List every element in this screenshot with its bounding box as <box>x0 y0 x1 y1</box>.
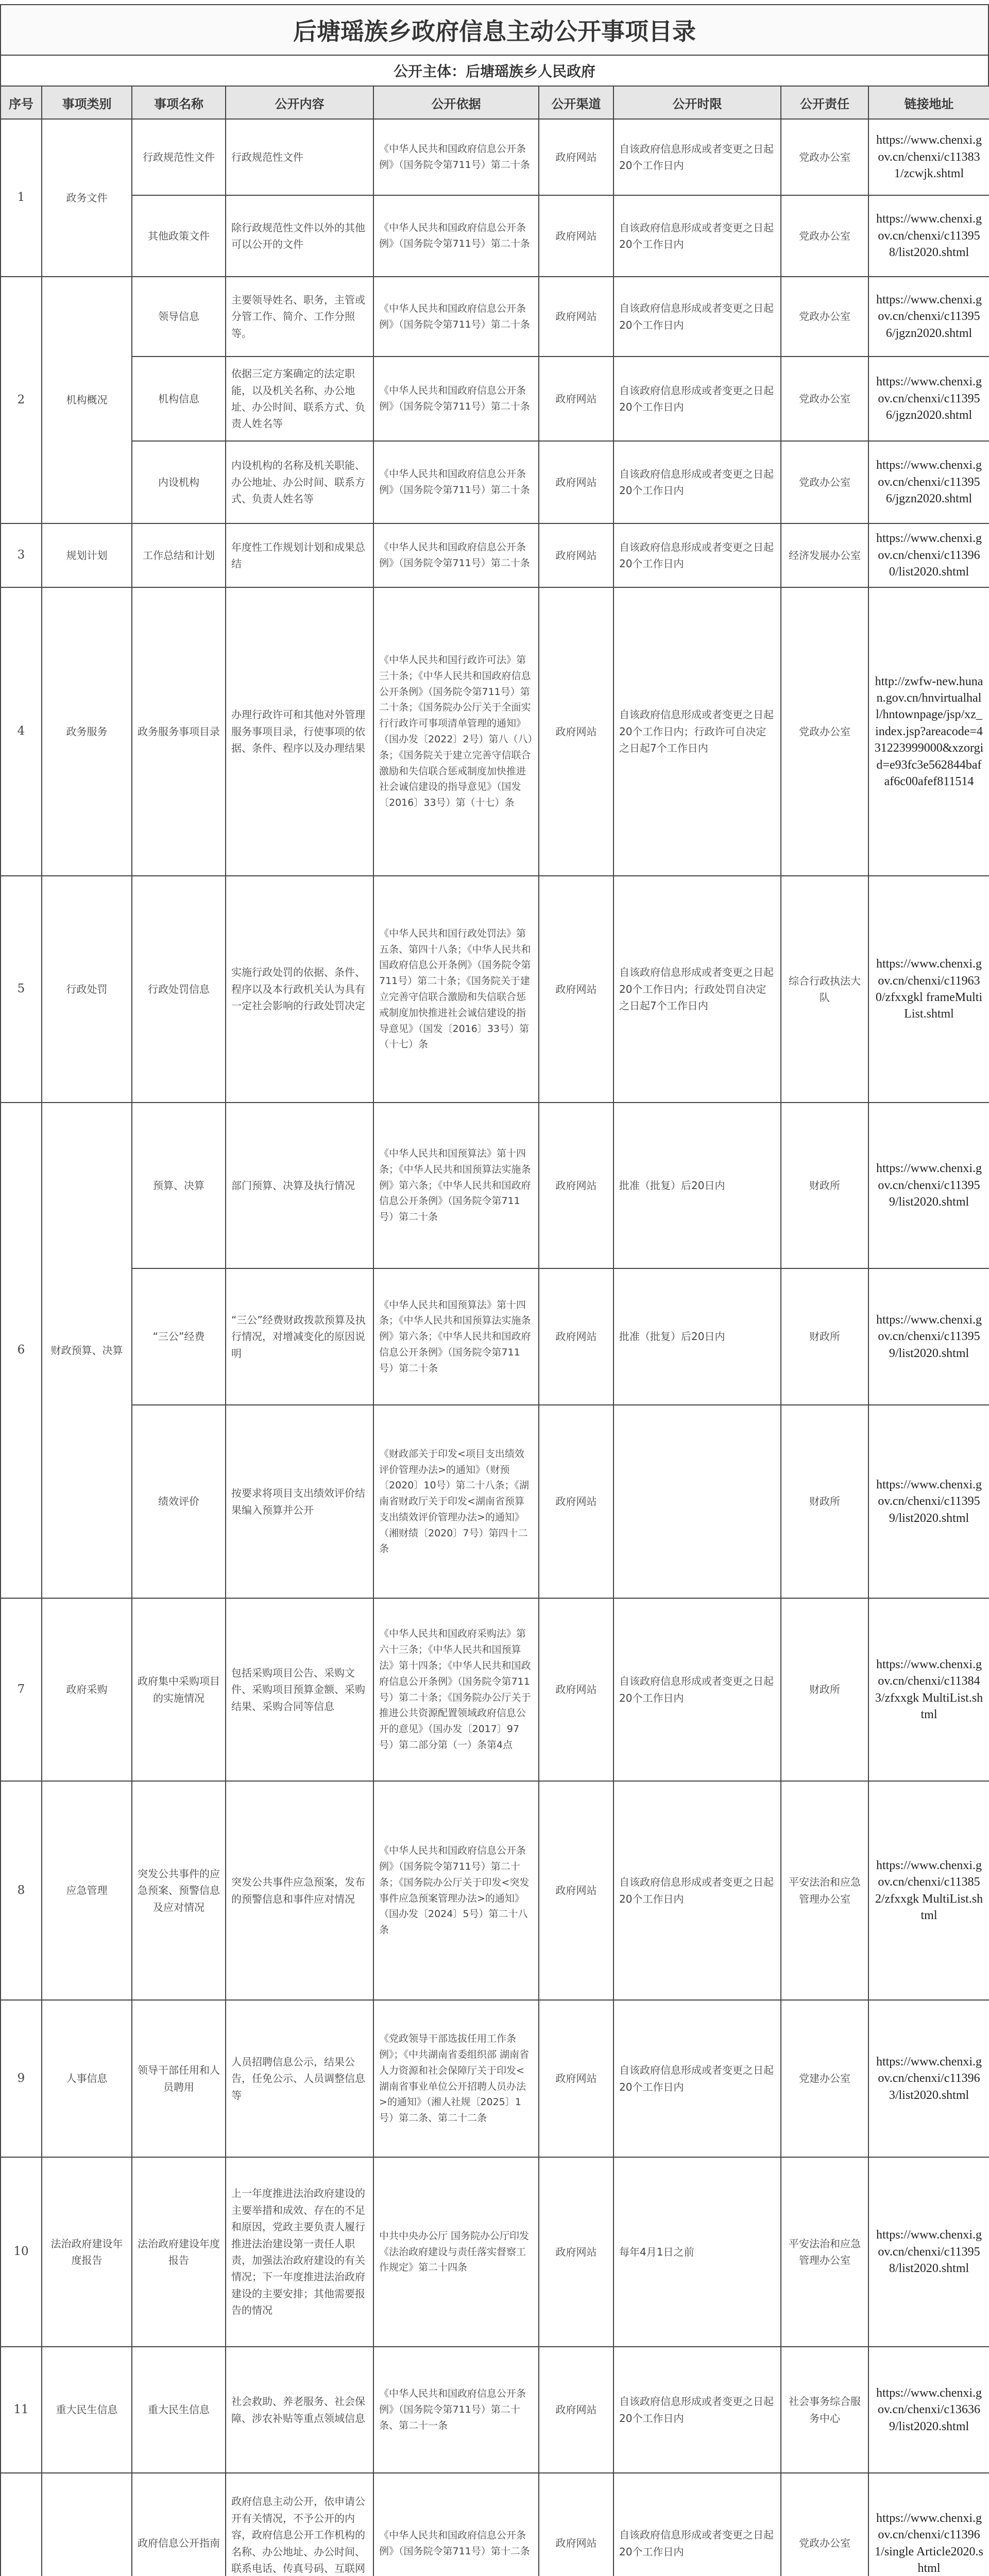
row-number <box>1 2473 42 2576</box>
item-basis: 《中华人民共和国政府信息公开条例》（国务院令第711号）第二十条、第二十一条 <box>373 2347 539 2473</box>
table-row <box>1 357 989 441</box>
item-responsibility: 经济发展办公室 <box>781 523 868 587</box>
item-category: 法治政府建设年度报告 <box>42 2157 132 2347</box>
item-channel: 政府网站 <box>539 119 613 195</box>
item-link[interactable]: https://www.chenxi.gov.cn/chenxi/c136369/list2020.shtml <box>868 2347 989 2473</box>
row-number: 8 <box>1 1781 42 2000</box>
item-name: 突发公共事件的应急预案、预警信息及应对情况 <box>132 1781 226 2000</box>
item-time-limit: 自该政府信息形成或者变更之日起20个工作日内 <box>613 195 781 277</box>
row-number: 1 <box>1 119 42 277</box>
item-name: 领导干部任用和人员聘用 <box>132 2000 226 2157</box>
header-basis: 公开依据 <box>373 86 539 119</box>
item-name: 行政处罚信息 <box>132 876 226 1103</box>
item-basis: 《中华人民共和国政府采购法》第六十三条；《中华人民共和国预算法》第十四条；《中华人民共和国政府信息公开条例》（国务院令第711号）第二十条；《国务院办公厅关于推进公共资源配置领域政府信息公开的意见》（国办发〔2017〕97号）第二部分第（一）条第4点 <box>373 1598 539 1781</box>
item-channel: 政府网站 <box>539 2347 613 2473</box>
row-number: 3 <box>1 523 42 587</box>
item-time-limit: 自该政府信息形成或者变更之日起20个工作日内 <box>613 441 781 523</box>
item-basis: 《中华人民共和国预算法》第十四条；《中华人民共和国预算法实施条例》第六条；《中华人民共和国政府信息公开条例》（国务院令第711号）第二十条 <box>373 1103 539 1268</box>
item-basis: 《中华人民共和国政府信息公开条例》（国务院令第711号）第二十条 <box>373 277 539 357</box>
item-content: 按要求将项目支出绩效评价结果编入预算并公开 <box>226 1405 373 1598</box>
item-link[interactable]: https://www.chenxi.gov.cn/chenxi/c119630/zfxxgkl frameMultiList.shtml <box>868 876 989 1103</box>
header-item-name: 事项名称 <box>132 86 226 119</box>
item-responsibility: 财政所 <box>781 1103 868 1268</box>
item-responsibility: 党政办公室 <box>781 119 868 195</box>
item-responsibility: 党政办公室 <box>781 2473 868 2576</box>
item-time-limit: 每年4月1日之前 <box>613 2157 781 2347</box>
item-responsibility: 平安法治和应急管理办公室 <box>781 1781 868 2000</box>
item-content: 上一年度推进法治政府建设的主要举措和成效、存在的不足和原因，党政主要负责人履行推进法治建设第一责任人职责，加强法治政府建设的有关情况；下一年度推进法治政府建设的主要安排；其他需要报告的情况 <box>226 2157 373 2347</box>
item-content: 部门预算、决算及执行情况 <box>226 1103 373 1268</box>
item-responsibility: 党政办公室 <box>781 357 868 441</box>
item-link[interactable]: https://www.chenxi.gov.cn/chenxi/c113960/list2020.shtml <box>868 523 989 587</box>
item-time-limit: 批准（批复）后20日内 <box>613 1103 781 1268</box>
item-name: 领导信息 <box>132 277 226 357</box>
item-basis: 《中华人民共和国政府信息公开条例》（国务院令第711号）第二十条 <box>373 357 539 441</box>
item-name: 内设机构 <box>132 441 226 523</box>
item-category: 财政预算、决算 <box>42 1103 132 1598</box>
item-responsibility: 党建办公室 <box>781 2000 868 2157</box>
item-link[interactable]: https://www.chenxi.gov.cn/chenxi/c113961/single Article2020.shtml <box>868 2473 989 2576</box>
item-content: 社会救助、养老服务、社会保障、涉农补贴等重点领域信息 <box>226 2347 373 2473</box>
item-link[interactable]: https://www.chenxi.gov.cn/chenxi/c113959/list2020.shtml <box>868 1405 989 1598</box>
item-category: 规划计划 <box>42 523 132 587</box>
item-category: 人事信息 <box>42 2000 132 2157</box>
item-category: 机构概况 <box>42 277 132 523</box>
item-responsibility: 财政所 <box>781 1405 868 1598</box>
item-responsibility: 财政所 <box>781 1598 868 1781</box>
item-link[interactable]: http://zwfw-new.hunan.gov.cn/hnvirtualhall/hntownpage/jsp/xz_index.jsp?areacode=431223999000&xzorgid=e93fc3e562844baf af6c00afef811514 <box>868 587 989 876</box>
item-name: 政府信息公开指南 <box>132 2473 226 2576</box>
item-content: 行政规范性文件 <box>226 119 373 195</box>
item-channel: 政府网站 <box>539 1781 613 2000</box>
table-row <box>1 1103 989 1268</box>
item-basis: 《中华人民共和国政府信息公开条例》（国务院令第711号）第二十条 <box>373 523 539 587</box>
catalog-table <box>0 86 989 2576</box>
item-channel: 政府网站 <box>539 1598 613 1781</box>
item-link[interactable]: https://www.chenxi.gov.cn/chenxi/c113959/list2020.shtml <box>868 1268 989 1405</box>
item-channel: 政府网站 <box>539 195 613 277</box>
item-name: 政府集中采购项目的实施情况 <box>132 1598 226 1781</box>
item-responsibility: 党政办公室 <box>781 195 868 277</box>
item-channel: 政府网站 <box>539 2000 613 2157</box>
item-name: 法治政府建设年度报告 <box>132 2157 226 2347</box>
item-responsibility: 社会事务综合服务中心 <box>781 2347 868 2473</box>
item-name: 其他政策文件 <box>132 195 226 277</box>
table-row <box>1 587 989 876</box>
item-channel: 政府网站 <box>539 1103 613 1268</box>
header-category: 事项类别 <box>42 86 132 119</box>
item-category: 重大民生信息 <box>42 2347 132 2473</box>
table-row <box>1 523 989 587</box>
item-time-limit: 自该政府信息形成或者变更之日起20个工作日内 <box>613 119 781 195</box>
item-content: 人员招聘信息公示，结果公告，任免公示、人员调整信息等 <box>226 2000 373 2157</box>
item-time-limit: 自该政府信息形成或者变更之日起20个工作日内 <box>613 1598 781 1781</box>
item-time-limit: 自该政府信息形成或者变更之日起20个工作日内；行政处罚自决定之日起7个工作日内 <box>613 876 781 1103</box>
item-basis: 《中华人民共和国政府信息公开条例》（国务院令第711号）第二十条 <box>373 119 539 195</box>
item-basis: 《党政领导干部选拔任用工作条例》；《中共湖南省委组织部 湖南省人力资源和社会保障厅关于印发<湖南省事业单位公开招聘人员办法>的通知》（湘人社规〔2025〕1号）第二条、第二十二条 <box>373 2000 539 2157</box>
table-row <box>1 119 989 195</box>
item-link[interactable]: https://www.chenxi.gov.cn/chenxi/c113831/zcwjk.shtml <box>868 119 989 195</box>
item-content: 除行政规范性文件以外的其他可以公开的文件 <box>226 195 373 277</box>
item-content: 主要领导姓名、职务，主管或分管工作、简介、工作分照等。 <box>226 277 373 357</box>
header-responsibility: 公开责任 <box>781 86 868 119</box>
item-responsibility: 综合行政执法大队 <box>781 876 868 1103</box>
row-number: 10 <box>1 2157 42 2347</box>
table-row <box>1 2157 989 2347</box>
item-basis: 《中华人民共和国政府信息公开条例》（国务院令第711号）第二十条；《国务院办公厅关于印发<突发事件应急预案管理办法>的通知》（国办发〔2024〕5号）第二十八条 <box>373 1781 539 2000</box>
table-body <box>1 119 989 2576</box>
row-number: 11 <box>1 2347 42 2473</box>
item-content: 年度性工作规划计划和成果总结 <box>226 523 373 587</box>
item-content: 突发公共事件应急预案，发布的预警信息和事件应对情况 <box>226 1781 373 2000</box>
item-channel: 政府网站 <box>539 523 613 587</box>
item-name: “三公”经费 <box>132 1268 226 1405</box>
item-time-limit: 自该政府信息形成或者变更之日起20个工作日内；行政许可自决定之日起7个工作日内 <box>613 587 781 876</box>
item-name: 绩效评价 <box>132 1405 226 1598</box>
table-row <box>1 1405 989 1598</box>
table-row <box>1 1268 989 1405</box>
table-row <box>1 2000 989 2157</box>
item-channel: 政府网站 <box>539 876 613 1103</box>
item-time-limit: 自该政府信息形成或者变更之日起20个工作日内 <box>613 2347 781 2473</box>
header-channel: 公开渠道 <box>539 86 613 119</box>
row-number: 5 <box>1 876 42 1103</box>
row-number: 6 <box>1 1103 42 1598</box>
item-content: “三公”经费财政拨款预算及执行情况，对增减变化的原因说明 <box>226 1268 373 1405</box>
table-row <box>1 876 989 1103</box>
item-responsibility: 党政办公室 <box>781 441 868 523</box>
item-basis: 《中华人民共和国政府信息公开条例》（国务院令第711号）第二十条 <box>373 441 539 523</box>
item-content: 包括采购项目公告、采购文件、采购项目预算金额、采购结果、采购合同等信息 <box>226 1598 373 1781</box>
item-channel: 政府网站 <box>539 2157 613 2347</box>
item-responsibility: 平安法治和应急管理办公室 <box>781 2157 868 2347</box>
item-basis: 《中华人民共和国行政许可法》第三十条；《中华人民共和国政府信息公开条例》（国务院令第711号）第二十条；《国务院办公厅关于全面实行行政许可事项清单管理的通知》（国办发〔2022〕2号）第八（八）条；《国务院关于建立完善守信联合激励和失信联合惩戒制度加快推进社会诚信建设的指导意见》（国发〔2016〕33号）第（十七）条 <box>373 587 539 876</box>
item-time-limit: 自该政府信息形成或者变更之日起20个工作日内 <box>613 2473 781 2576</box>
item-time-limit: 自该政府信息形成或者变更之日起20个工作日内 <box>613 1781 781 2000</box>
item-content: 内设机构的名称及机关职能、办公地址、办公时间、联系方式、负责人姓名等 <box>226 441 373 523</box>
item-channel: 政府网站 <box>539 587 613 876</box>
item-time-limit: 自该政府信息形成或者变更之日起20个工作日内 <box>613 523 781 587</box>
item-time-limit: 自该政府信息形成或者变更之日起20个工作日内 <box>613 357 781 441</box>
row-number: 2 <box>1 277 42 523</box>
item-content: 政府信息主动公开，依申请公开有关情况，不予公开的内容，政府信息公开工作机构的名称、办公地址、办公时间、联系电话、传真号码、互联网 <box>226 2473 373 2576</box>
item-responsibility: 党政办公室 <box>781 277 868 357</box>
item-category: 政务服务 <box>42 587 132 876</box>
header-no: 序号 <box>1 86 42 119</box>
item-basis: 《中华人民共和国预算法》第十四条；《中华人民共和国预算法实施条例》第六条；《中华人民共和国政府信息公开条例》（国务院令第711号）第二十条 <box>373 1268 539 1405</box>
item-category: 应急管理 <box>42 1781 132 2000</box>
header-link: 链接地址 <box>868 86 989 119</box>
item-name: 工作总结和计划 <box>132 523 226 587</box>
item-link[interactable]: https://www.chenxi.gov.cn/chenxi/c113956/jgzn2020.shtml <box>868 357 989 441</box>
item-category: 政务文件 <box>42 119 132 277</box>
item-time-limit: 批准（批复）后20日内 <box>613 1268 781 1405</box>
row-number: 4 <box>1 587 42 876</box>
table-header-row <box>1 86 989 119</box>
item-basis: 《财政部关于印发<项目支出绩效评价管理办法>的通知》（财预〔2020〕10号）第二十八条；《湖南省财政厅关于印发<湖南省预算支出绩效评价管理办法>的通知》（湘财绩〔2020〕7号）第四十二条 <box>373 1405 539 1598</box>
item-category <box>42 2473 132 2576</box>
item-category: 行政处罚 <box>42 876 132 1103</box>
table-row <box>1 277 989 357</box>
table-row <box>1 1781 989 2000</box>
item-responsibility: 财政所 <box>781 1268 868 1405</box>
item-basis: 《中华人民共和国政府信息公开条例》（国务院令第711号）第十二条 <box>373 2473 539 2576</box>
item-name: 行政规范性文件 <box>132 119 226 195</box>
item-basis: 《中华人民共和国政府信息公开条例》（国务院令第711号）第二十条 <box>373 195 539 277</box>
item-time-limit <box>613 1405 781 1598</box>
item-name: 重大民生信息 <box>132 2347 226 2473</box>
table-row <box>1 2473 989 2576</box>
item-channel: 政府网站 <box>539 1405 613 1598</box>
page-title: 后塘瑶族乡政府信息主动公开事项目录 <box>0 4 989 55</box>
item-link[interactable]: https://www.chenxi.gov.cn/chenxi/c113843/zfxxgk MultiList.shtml <box>868 1598 989 1781</box>
row-number: 7 <box>1 1598 42 1781</box>
table-row <box>1 441 989 523</box>
item-link[interactable]: https://www.chenxi.gov.cn/chenxi/c113852/zfxxgk MultiList.shtml <box>868 1781 989 2000</box>
item-basis: 中共中央办公厅 国务院办公厅印发《法治政府建设与责任落实督察工作规定》第二十四条 <box>373 2157 539 2347</box>
item-time-limit: 自该政府信息形成或者变更之日起20个工作日内 <box>613 2000 781 2157</box>
item-channel: 政府网站 <box>539 357 613 441</box>
row-number: 9 <box>1 2000 42 2157</box>
table-row <box>1 2347 989 2473</box>
item-category: 政府采购 <box>42 1598 132 1781</box>
item-content: 办理行政许可和其他对外管理服务事项目录，行使事项的依据、条件、程序以及办理结果 <box>226 587 373 876</box>
item-channel: 政府网站 <box>539 441 613 523</box>
item-link[interactable]: https://www.chenxi.gov.cn/chenxi/c113958/list2020.shtml <box>868 195 989 277</box>
item-channel: 政府网站 <box>539 1268 613 1405</box>
item-link[interactable]: https://www.chenxi.gov.cn/chenxi/c113963/list2020.shtml <box>868 2000 989 2157</box>
table-row <box>1 1598 989 1781</box>
item-channel: 政府网站 <box>539 277 613 357</box>
table-row <box>1 195 989 277</box>
header-time-limit: 公开时限 <box>613 86 781 119</box>
item-link[interactable]: https://www.chenxi.gov.cn/chenxi/c113958/list2020.shtml <box>868 2157 989 2347</box>
item-content: 实施行政处罚的依据、条件、程序以及本行政机关认为具有一定社会影响的行政处罚决定 <box>226 876 373 1103</box>
item-channel: 政府网站 <box>539 2473 613 2576</box>
item-link[interactable]: https://www.chenxi.gov.cn/chenxi/c113959/list2020.shtml <box>868 1103 989 1268</box>
item-time-limit: 自该政府信息形成或者变更之日起20个工作日内 <box>613 277 781 357</box>
item-link[interactable]: https://www.chenxi.gov.cn/chenxi/c113956/jgzn2020.shtml <box>868 277 989 357</box>
item-link[interactable]: https://www.chenxi.gov.cn/chenxi/c113956/jgzn2020.shtml <box>868 441 989 523</box>
item-basis: 《中华人民共和国行政处罚法》第五条、第四十八条；《中华人民共和国政府信息公开条例》（国务院令第711号）第二十条；《国务院关于建立完善守信联合激励和失信联合惩戒制度加快推进社会诚信建设的指导意见》（国发〔2016〕33号）第（十七）条 <box>373 876 539 1103</box>
header-content: 公开内容 <box>226 86 373 119</box>
publishing-entity: 公开主体：后塘瑶族乡人民政府 <box>0 55 989 86</box>
item-responsibility: 党政办公室 <box>781 587 868 876</box>
item-content: 依据三定方案确定的法定职能，以及机关名称、办公地址、办公时间、联系方式、负责人姓名等 <box>226 357 373 441</box>
item-name: 机构信息 <box>132 357 226 441</box>
item-name: 预算、决算 <box>132 1103 226 1268</box>
item-name: 政务服务事项目录 <box>132 587 226 876</box>
